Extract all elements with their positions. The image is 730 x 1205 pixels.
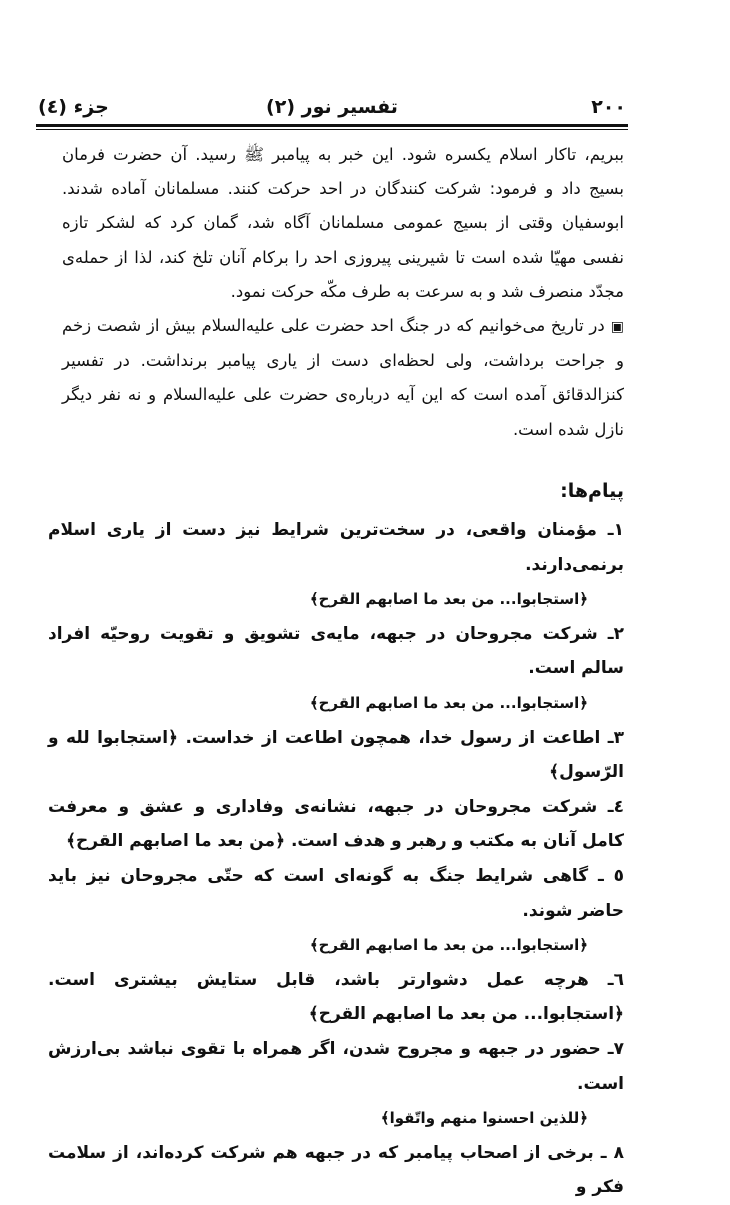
page-number: ۲۰۰	[591, 96, 626, 118]
messages-heading: پیام‌ها:	[560, 480, 624, 502]
message-text: ٥ ـ گاهی شرایط جنگ به گونه‌ای است که حتّی مجروحان نیز باید حاضر شوند.	[48, 865, 624, 921]
message-quote: ﴿استجابوا... من بعد ما اصابهم القرح﴾	[309, 936, 588, 955]
message-text: ۷ـ حضور در جبهه و مجروح شدن، اگر همراه با تقوی نباشد بی‌ارزش است.	[48, 1038, 624, 1094]
part-number: جزء (٤)	[38, 96, 109, 118]
message-text: ۲ـ شرکت مجروحان در جبهه، مایه‌ی تشویق و تقویت روحیّه افراد سالم است.	[48, 623, 624, 679]
square-bullet-icon: ▣	[610, 319, 624, 336]
message-item	[48, 1032, 624, 1136]
page-header	[36, 94, 628, 124]
message-text: ٦ـ هرچه عمل دشوارتر باشد، قابل ستایش بیشتری است. ﴿استجابوا... من بعد ما اصابهم القرح﴾	[48, 969, 624, 1025]
message-quote: ﴿استجابوا... من بعد ما اصابهم القرح﴾	[309, 693, 588, 712]
message-item	[48, 790, 624, 859]
messages-list	[48, 513, 624, 1205]
message-text: ۸ ـ برخی از اصحاب پیامبر که در جبهه هم شرکت کرده‌اند، از سلامت فکر و	[48, 1142, 624, 1198]
message-text: ٤ـ شرکت مجروحان در جبهه، نشانه‌ی وفاداری و عشق و معرفت کامل آنان به مکتب و رهبر و هدف است. ﴿من بعد ما اصابهم القرح﴾	[48, 796, 624, 852]
body-text	[62, 138, 624, 447]
message-item	[48, 617, 624, 721]
paragraph-1: ببریم، تاکار اسلام یکسره شود. این خبر به پیامبر ﷺ رسید. آن حضرت فرمان بسیج داد و فرمود: شرکت کنندگان در احد حرکت کنند. مسلمانان آماده شدند. ابوسفیان وقتی از بسیج عمومی مسلمانان آگاه شد، گمان کرد که لشکر تازه نفسی مهیّا شده است تا شیرینی پیروزی احد را برکام آنان تلخ کند، لذا از حمله‌ی مجدّد منصرف شد و به سرعت به طرف مکّه حرکت نمود.	[62, 145, 624, 301]
message-item	[48, 513, 624, 617]
header-rule-thick	[36, 124, 628, 127]
paragraph-2-text: در تاریخ می‌خوانیم که در جنگ احد حضرت علی علیه‌السلام بیش از شصت زخم و جراحت برداشت، ولی لحظه‌ای دست از یاری پیامبر برنداشت. در تفسیر کنزالدقائق آمده است که این آیه درباره‌ی حضرت علی علیه‌السلام و نه نفر دیگر نازل شده است.	[62, 316, 624, 439]
message-quote: ﴿استجابوا... من بعد ما اصابهم القرح﴾	[309, 590, 588, 609]
message-quote: ﴿للذین احسنوا منهم واتّقوا﴾	[380, 1109, 588, 1128]
message-text: ۳ـ اطاعت از رسول خدا، همچون اطاعت از خداست. ﴿استجابوا لله و الرّسول﴾	[48, 727, 624, 783]
paragraph-2	[62, 309, 624, 447]
message-item	[48, 721, 624, 790]
book-title: تفسیر نور (۲)	[266, 96, 398, 118]
message-item	[48, 859, 624, 963]
message-item	[48, 1136, 624, 1205]
header-rule-thin	[36, 129, 628, 130]
message-item	[48, 963, 624, 1032]
message-text: ۱ـ مؤمنان واقعی، در سخت‌ترین شرایط نیز دست از یاری اسلام برنمی‌دارند.	[48, 520, 624, 575]
